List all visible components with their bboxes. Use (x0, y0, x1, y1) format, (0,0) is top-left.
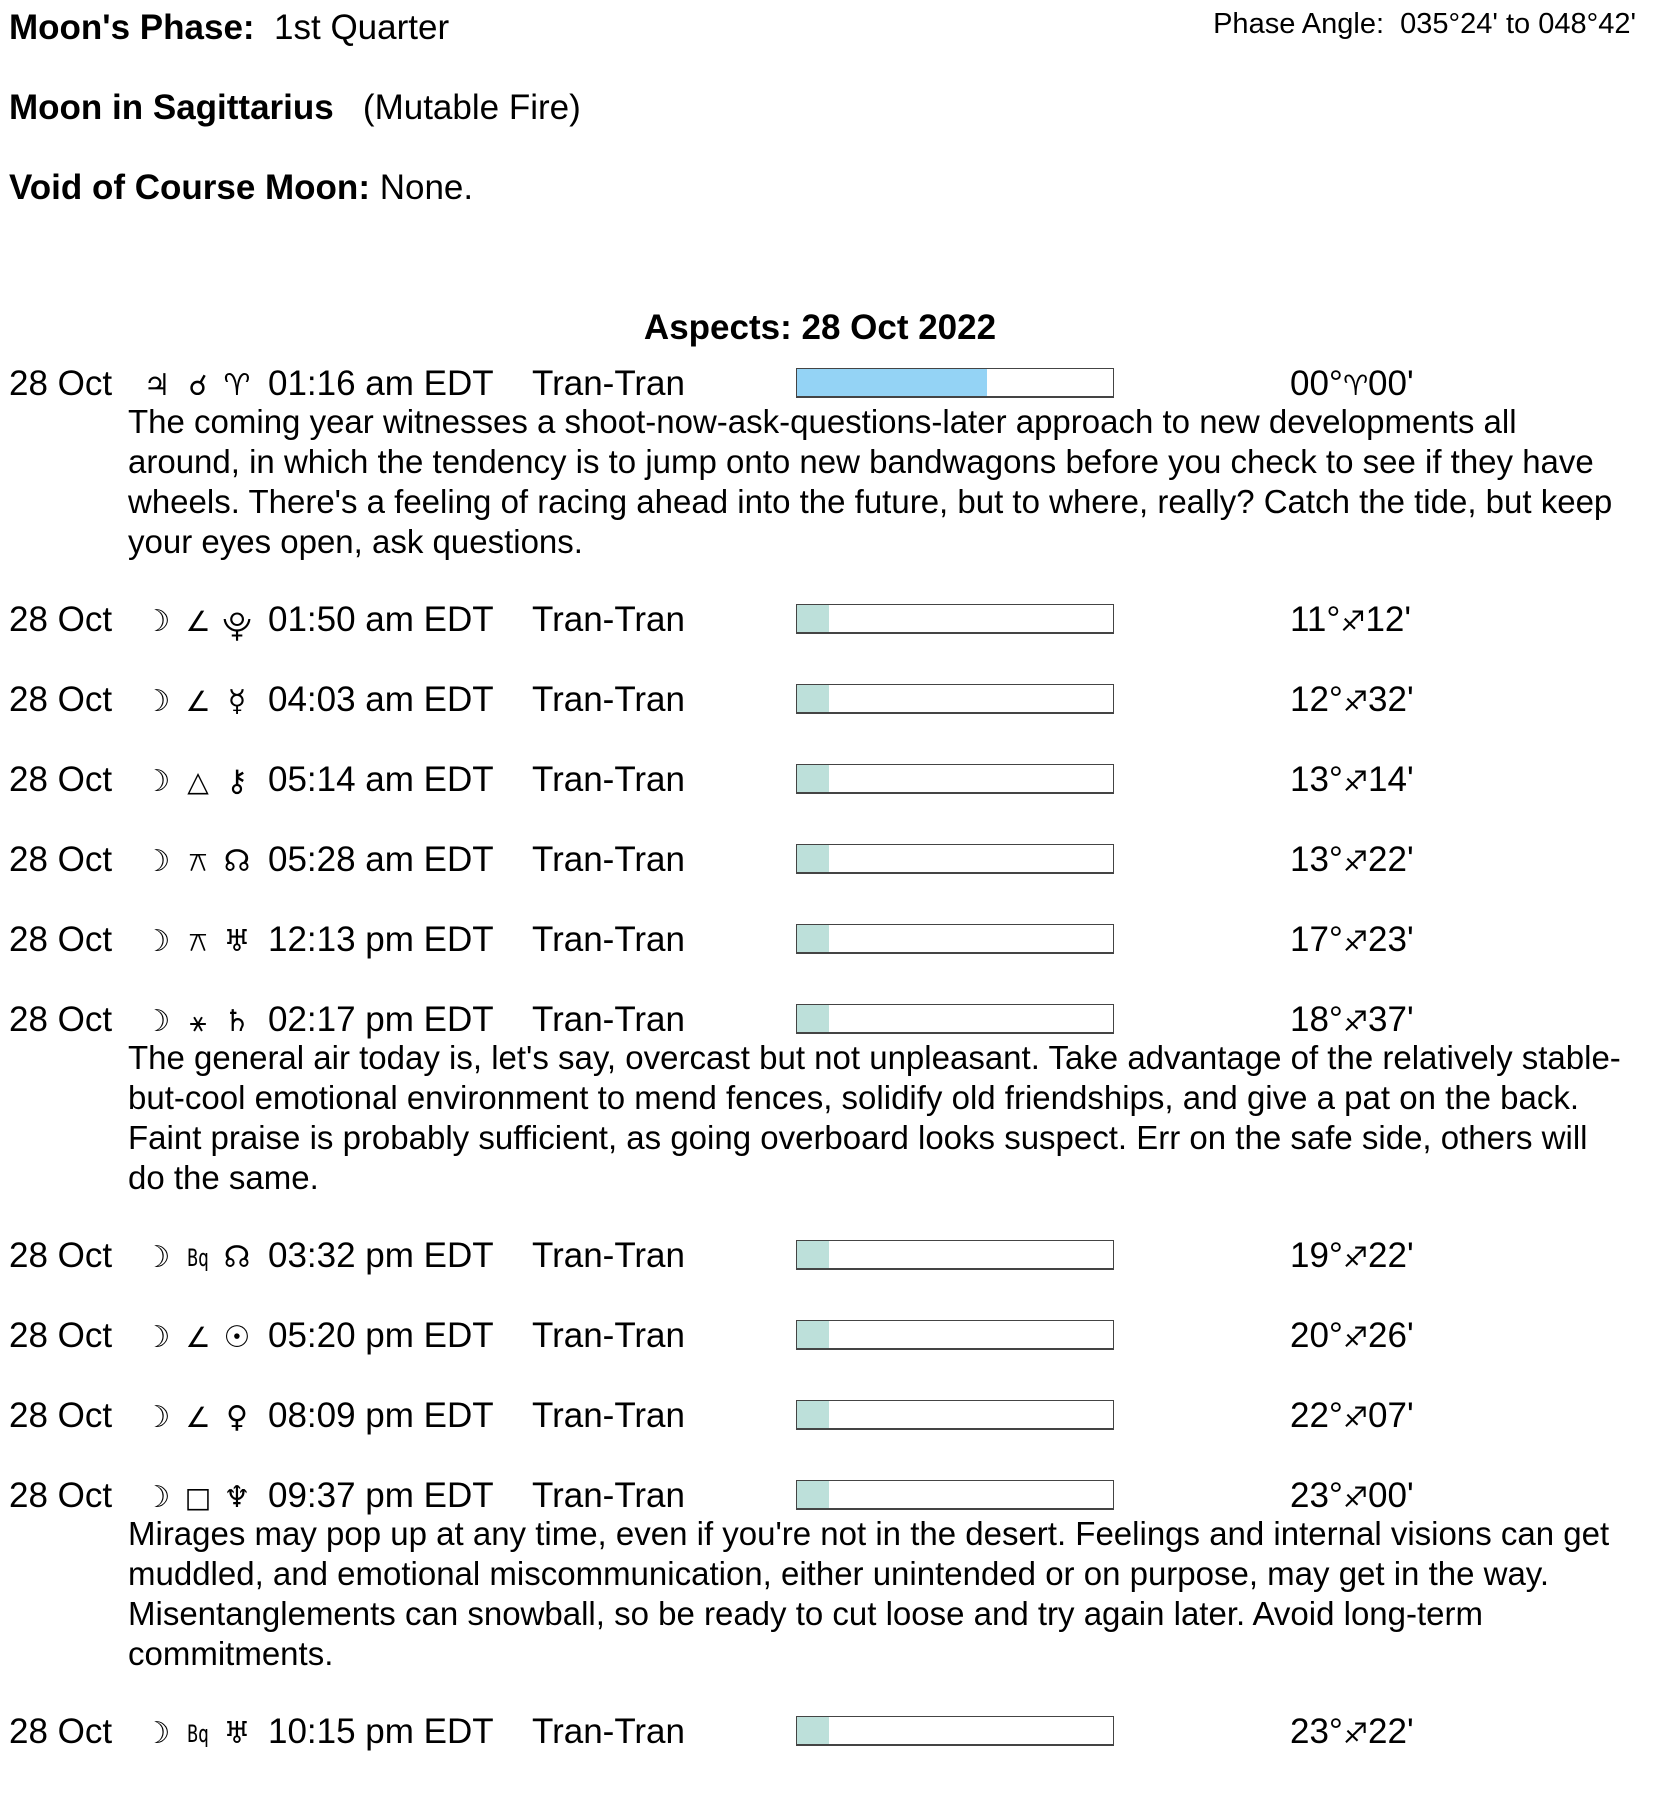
sagittarius-icon: ♐ (1342, 1481, 1369, 1514)
aspect-time: 12:13 pm EDT (268, 920, 494, 959)
aspect-row (0, 756, 1654, 802)
sagittarius-icon: ♐ (1340, 605, 1366, 638)
aspects-title: Aspects: 28 Oct 2022 (643, 308, 997, 347)
position-minutes: 22' (1368, 840, 1414, 879)
aspect-date: 28 Oct (9, 840, 113, 879)
aspect-time: 04:03 am EDT (268, 680, 494, 719)
aspects-list (0, 360, 1654, 1788)
moon-icon: ☽ (143, 924, 171, 959)
position-degrees: 23° (1290, 1476, 1343, 1515)
aspect-kind: Tran-Tran (532, 840, 685, 879)
aspect-position (1290, 1000, 1414, 1040)
aspect-date: 28 Oct (9, 1476, 113, 1515)
aspect-description: The coming year witnesses a shoot-now-ask-questions-later approach to new developments all around, in which the tendency is to jump onto new bandwagons before you check to see if they have wheels. There's a feeling of racing ahead into the future, but to where, really? Catch the tide, but keep your eyes open, ask questions. (128, 403, 1613, 560)
aspect-row (0, 360, 1654, 406)
aspect-position (1290, 920, 1414, 960)
spacer (0, 962, 1654, 996)
position-degrees: 12° (1290, 680, 1343, 719)
aspect-entry (0, 360, 1654, 596)
position-minutes: 22' (1368, 1712, 1414, 1751)
aspect-kind: Tran-Tran (532, 1236, 685, 1275)
strength-bar-fill (797, 1717, 829, 1744)
sagittarius-icon: ♐ (1342, 685, 1369, 718)
void-of-course-line (9, 168, 473, 208)
aspect-entry (0, 836, 1654, 916)
void-of-course-value: None. (379, 168, 474, 207)
aspect-date: 28 Oct (9, 760, 113, 799)
trine-icon: △ (187, 765, 209, 798)
spacer (0, 1198, 1654, 1232)
spacer (0, 1438, 1654, 1472)
aspect-date: 28 Oct (9, 1236, 113, 1275)
moon-sign-line (9, 88, 581, 128)
aspect-row (0, 916, 1654, 962)
spacer (0, 722, 1654, 756)
aspect-entry (0, 676, 1654, 756)
aspect-date: 28 Oct (9, 1316, 113, 1355)
aries-icon: ♈ (223, 368, 251, 403)
aspect-time: 09:37 pm EDT (268, 1476, 494, 1515)
aspect-entry (0, 1472, 1654, 1708)
venus-icon: ♀ (226, 1400, 248, 1435)
position-minutes: 37' (1368, 1000, 1414, 1039)
moon-icon: ☽ (143, 1004, 171, 1039)
aspect-kind: Tran-Tran (532, 364, 685, 403)
moon-phase-line (9, 8, 449, 48)
semisquare-icon: ∠ (185, 605, 211, 638)
aspect-date: 28 Oct (9, 1396, 113, 1435)
aspect-description: The general air today is, let's say, overcast but not unpleasant. Take advantage of the relatively stable-but-cool emotional environment to mend fences, solidify old friendships, and give a pat on the back. Faint praise is probably sufficient, as going overboard looks suspect. Err on the safe side, others will do the same. (128, 1039, 1621, 1196)
sagittarius-icon: ♐ (1342, 1241, 1369, 1274)
aspect-position (1290, 1396, 1414, 1436)
aspect-time: 02:17 pm EDT (268, 1000, 494, 1039)
aspect-kind: Tran-Tran (532, 760, 685, 799)
position-degrees: 11° (1290, 600, 1341, 639)
strength-bar-fill (797, 369, 987, 396)
sextile-icon: ⚹ (189, 1005, 207, 1038)
aspect-position (1290, 1476, 1414, 1516)
spacer (0, 1278, 1654, 1312)
aspect-time: 05:14 am EDT (268, 760, 494, 799)
saturn-icon: ♄ (223, 1004, 251, 1039)
spacer (0, 882, 1654, 916)
aspect-date: 28 Oct (9, 680, 113, 719)
sagittarius-icon: ♐ (1342, 845, 1369, 878)
moon-icon: ☽ (143, 1480, 171, 1515)
sagittarius-icon: ♐ (1342, 765, 1369, 798)
position-degrees: 13° (1290, 840, 1343, 879)
position-degrees: 22° (1290, 1396, 1343, 1435)
strength-bar-fill (797, 845, 829, 872)
aspect-entry (0, 916, 1654, 996)
moon-phase-value: 1st Quarter (274, 8, 450, 47)
position-minutes: 14' (1368, 760, 1414, 799)
aspect-entry (0, 1232, 1654, 1312)
moon-icon: ☽ (143, 764, 171, 799)
aspect-entry (0, 996, 1654, 1232)
aspect-time: 01:16 am EDT (268, 364, 494, 403)
semisquare-icon: ∠ (185, 685, 211, 718)
position-minutes: 22' (1368, 1236, 1414, 1275)
position-minutes: 00' (1368, 364, 1414, 403)
phase-angle-label: Phase Angle: (1213, 8, 1385, 40)
position-minutes: 12' (1365, 600, 1412, 639)
aspect-kind: Tran-Tran (532, 1000, 685, 1039)
aspect-time: 01:50 am EDT (268, 600, 494, 639)
aspect-time: 05:20 pm EDT (268, 1316, 494, 1355)
sagittarius-icon: ♐ (1342, 1321, 1369, 1354)
spacer (0, 1754, 1654, 1788)
phase-angle-value: 035°24' to 048°42' (1400, 8, 1636, 40)
aspect-row (0, 676, 1654, 722)
aspect-time: 08:09 pm EDT (268, 1396, 494, 1435)
strength-bar-fill (797, 765, 829, 792)
conjunction-icon: ☌ (188, 369, 208, 402)
aspect-entry (0, 1392, 1654, 1472)
strength-bar-fill (797, 1241, 829, 1268)
sagittarius-icon: ♐ (1342, 925, 1369, 958)
jupiter-icon: ♃ (143, 368, 171, 403)
strength-bar-fill (797, 1005, 829, 1032)
aspect-row (0, 836, 1654, 882)
aspect-description: Mirages may pop up at any time, even if you're not in the desert. Feelings and internal visions can get muddled, and emotional miscommunication, either unintended or on purpose, may get in the way. Misentanglements can snowball, so be ready to cut loose and try again later. Avoid long-term commitments. (128, 1515, 1610, 1672)
position-minutes: 26' (1368, 1316, 1414, 1355)
position-degrees: 17° (1290, 920, 1343, 959)
quincunx-icon: ⚻ (188, 845, 208, 878)
aspect-time: 05:28 am EDT (268, 840, 494, 879)
spacer (0, 1358, 1654, 1392)
strength-bar-fill (797, 605, 829, 632)
biquintile-icon: Bq (187, 1244, 209, 1272)
aspect-date: 28 Oct (9, 364, 113, 403)
aspect-kind: Tran-Tran (532, 680, 685, 719)
neptune-icon: ♆ (223, 1480, 251, 1515)
aspect-kind: Tran-Tran (532, 920, 685, 959)
aspect-row (0, 1312, 1654, 1358)
position-degrees: 18° (1290, 1000, 1343, 1039)
phase-angle (1213, 8, 1636, 41)
semisquare-icon: ∠ (185, 1401, 211, 1434)
strength-bar (796, 1320, 1114, 1350)
sagittarius-icon: ♐ (1342, 1401, 1369, 1434)
strength-bar (796, 368, 1114, 398)
moon-icon: ☽ (143, 684, 171, 719)
strength-bar (796, 604, 1114, 634)
strength-bar-fill (797, 1321, 829, 1348)
sun-icon: ☉ (223, 1320, 251, 1355)
moon-icon: ☽ (143, 1320, 171, 1355)
square-icon: □ (184, 1481, 212, 1514)
position-degrees: 19° (1290, 1236, 1343, 1275)
aspect-date: 28 Oct (9, 920, 113, 959)
strength-bar-fill (797, 685, 829, 712)
north-node-icon: ☊ (223, 844, 251, 879)
pluto-icon: ⯓ (222, 609, 252, 644)
semisquare-icon: ∠ (185, 1321, 211, 1354)
aspect-time: 10:15 pm EDT (268, 1712, 494, 1751)
moon-sign-element: (Mutable Fire) (362, 88, 581, 127)
position-degrees: 20° (1290, 1316, 1343, 1355)
position-degrees: 23° (1290, 1712, 1343, 1751)
aspect-date: 28 Oct (9, 1000, 113, 1039)
position-minutes: 07' (1368, 1396, 1414, 1435)
north-node-icon: ☊ (223, 1240, 251, 1275)
aspect-row (0, 1472, 1654, 1518)
position-minutes: 32' (1368, 680, 1414, 719)
void-of-course-label: Void of Course Moon: (9, 168, 370, 207)
aspect-row (0, 1392, 1654, 1438)
moon-icon: ☽ (143, 1716, 171, 1751)
aspect-kind: Tran-Tran (532, 1712, 685, 1751)
quincunx-icon: ⚻ (188, 925, 208, 958)
strength-bar (796, 1004, 1114, 1034)
moon-icon: ☽ (143, 844, 171, 879)
aspect-kind: Tran-Tran (532, 1316, 685, 1355)
aspect-row (0, 596, 1654, 642)
aspect-time: 03:32 pm EDT (268, 1236, 494, 1275)
aspect-row (0, 996, 1654, 1042)
moon-phase-label: Moon's Phase: (9, 8, 255, 47)
strength-bar (796, 764, 1114, 794)
strength-bar (796, 1716, 1114, 1746)
aspect-entry (0, 1312, 1654, 1392)
strength-bar (796, 1240, 1114, 1270)
biquintile-icon: Bq (187, 1720, 209, 1748)
position-degrees: 00° (1290, 364, 1343, 403)
strength-bar-fill (797, 925, 829, 952)
spacer (0, 562, 1654, 596)
aspect-date: 28 Oct (9, 1712, 113, 1751)
position-minutes: 00' (1368, 1476, 1414, 1515)
aspect-kind: Tran-Tran (532, 1476, 685, 1515)
strength-bar (796, 844, 1114, 874)
aspect-position (1290, 364, 1414, 404)
aspect-kind: Tran-Tran (532, 600, 685, 639)
moon-sign-label: Moon in Sagittarius (9, 88, 334, 127)
aries-icon: ♈ (1342, 369, 1369, 402)
spacer (0, 1674, 1654, 1708)
strength-bar-fill (797, 1401, 829, 1428)
strength-bar-fill (797, 1481, 829, 1508)
uranus-icon: ♅ (223, 1716, 251, 1751)
aspect-position (1290, 840, 1414, 880)
aspect-position (1290, 1236, 1414, 1276)
aspect-entry (0, 596, 1654, 676)
position-degrees: 13° (1290, 760, 1343, 799)
aspect-position (1290, 1712, 1414, 1752)
strength-bar (796, 1480, 1114, 1510)
aspect-row (0, 1708, 1654, 1754)
sagittarius-icon: ♐ (1342, 1005, 1369, 1038)
aspect-kind: Tran-Tran (532, 1396, 685, 1435)
spacer (0, 802, 1654, 836)
aspect-position (1290, 760, 1414, 800)
mercury-icon: ☿ (227, 684, 247, 719)
strength-bar (796, 924, 1114, 954)
moon-icon: ☽ (143, 1240, 171, 1275)
aspect-entry (0, 756, 1654, 836)
chiron-icon: ⚷ (226, 764, 248, 799)
aspect-entry (0, 1708, 1654, 1788)
aspect-position (1290, 600, 1411, 640)
aspect-position (1290, 680, 1414, 720)
aspect-position (1290, 1316, 1414, 1356)
moon-icon: ☽ (143, 604, 171, 639)
position-minutes: 23' (1368, 920, 1414, 959)
strength-bar (796, 1400, 1114, 1430)
moon-icon: ☽ (143, 1400, 171, 1435)
sagittarius-icon: ♐ (1342, 1717, 1369, 1750)
uranus-icon: ♅ (223, 924, 251, 959)
aspect-date: 28 Oct (9, 600, 113, 639)
aspect-row (0, 1232, 1654, 1278)
strength-bar (796, 684, 1114, 714)
